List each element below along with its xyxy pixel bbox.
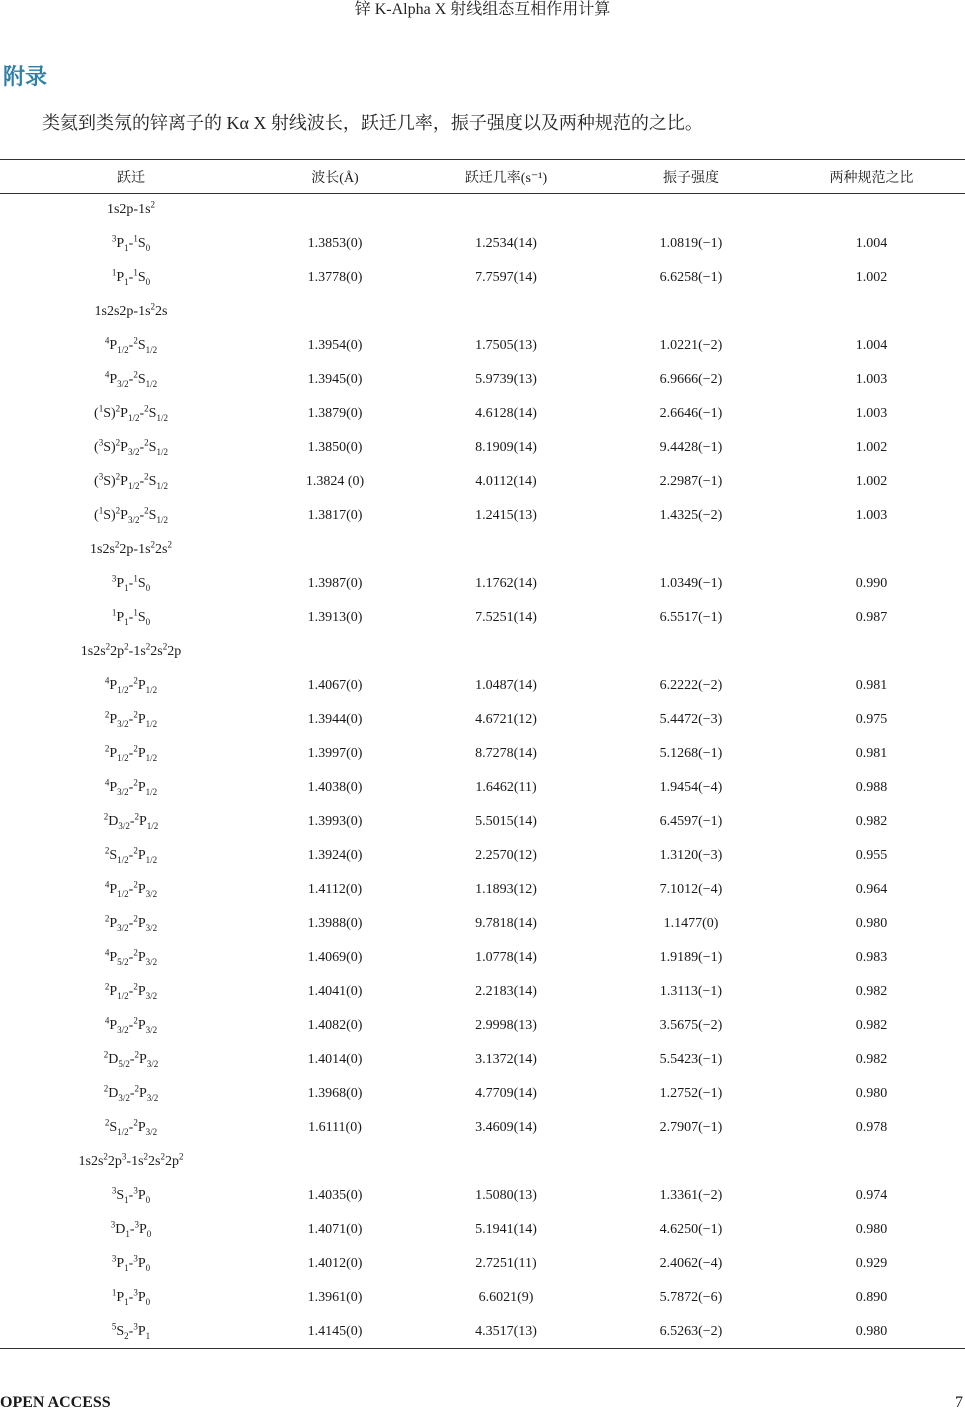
header-ratio: 两种规范之比: [829, 170, 914, 186]
cell-ratio: 0.982: [855, 1018, 888, 1033]
table-row: [0, 431, 965, 465]
cell-ratio: 0.890: [855, 1290, 888, 1305]
cell-ratio: 0.980: [855, 1086, 888, 1101]
cell-wavelength: 1.4038(0): [307, 780, 363, 795]
cell-oscillator: 2.4062(−4): [659, 1256, 723, 1271]
table-row: [0, 805, 965, 839]
table-row: [0, 703, 965, 737]
cell-rate: 8.1909(14): [475, 440, 537, 455]
cell-oscillator: 1.3120(−3): [659, 848, 723, 863]
cell-wavelength: 1.3988(0): [307, 916, 363, 931]
cell-rate: 1.5080(13): [475, 1188, 537, 1203]
table-row: [0, 261, 965, 295]
cell-rate: 9.7818(14): [475, 916, 537, 931]
table-group-row: [0, 533, 965, 567]
cell-wavelength: 1.4071(0): [307, 1222, 363, 1237]
cell-oscillator: 9.4428(−1): [659, 440, 723, 455]
cell-rate: 1.2415(13): [475, 508, 537, 523]
cell-rate: 4.6721(12): [475, 712, 537, 727]
cell-oscillator: 7.1012(−4): [659, 882, 723, 897]
cell-rate: 1.7505(13): [475, 338, 537, 353]
table-group-row: [0, 193, 965, 227]
cell-wavelength: [262, 193, 408, 227]
page-number: 7: [955, 1394, 963, 1411]
cell-oscillator: [604, 1145, 778, 1179]
cell-transition: $1s2s^22p^2-1s^22s^22p$: [80, 641, 182, 659]
cell-oscillator: 1.0819(−1): [659, 236, 723, 251]
cell-wavelength: 1.4014(0): [307, 1052, 363, 1067]
cell-ratio: [778, 193, 965, 227]
cell-oscillator: 1.4325(−2): [659, 508, 723, 523]
table-row: [0, 329, 965, 363]
table-header-row: [0, 160, 965, 193]
table-row: [0, 873, 965, 907]
cell-ratio: 0.975: [855, 712, 888, 727]
table-row: [0, 1315, 965, 1349]
cell-wavelength: 1.3987(0): [307, 576, 363, 591]
cell-ratio: 0.929: [855, 1256, 888, 1271]
cell-ratio: 0.974: [855, 1188, 888, 1203]
cell-transition: $^2P_{1/2}-^2P_{3/2}$: [104, 981, 158, 1001]
cell-ratio: 1.004: [855, 236, 888, 251]
cell-rate: [408, 295, 604, 329]
appendix-title: 附录: [3, 65, 48, 90]
cell-wavelength: 1.3961(0): [307, 1290, 363, 1305]
table-row: [0, 465, 965, 499]
cell-transition: $^2D_{3/2}-^2P_{3/2}$: [103, 1083, 159, 1103]
table-row: [0, 975, 965, 1009]
cell-transition: $^2D_{3/2}-^2P_{1/2}$: [103, 811, 159, 831]
cell-oscillator: 3.5675(−2): [659, 1018, 723, 1033]
cell-oscillator: 6.4597(−1): [659, 814, 723, 829]
cell-transition: $^3P_1-^3P_0$: [111, 1253, 151, 1273]
cell-ratio: 0.987: [855, 610, 888, 625]
cell-transition: $1s2s^22p-1s^22s^2$: [90, 539, 172, 557]
cell-wavelength: 1.6111(0): [308, 1120, 362, 1135]
cell-oscillator: 5.5423(−1): [659, 1052, 723, 1067]
cell-transition: $^3P_1-^1S_0$: [111, 233, 151, 253]
cell-rate: 8.7278(14): [475, 746, 537, 761]
cell-ratio: 0.988: [855, 780, 888, 795]
header-rate: 跃迁几率(s⁻¹): [464, 170, 548, 186]
cell-transition: $^3D_1-^3P_0$: [110, 1219, 152, 1239]
cell-rate: 2.9998(13): [475, 1018, 537, 1033]
cell-oscillator: [604, 635, 778, 669]
cell-transition: $^2P_{3/2}-^2P_{1/2}$: [104, 709, 158, 729]
cell-rate: 2.2570(12): [475, 848, 537, 863]
cell-transition: $^4P_{3/2}-^2P_{1/2}$: [104, 777, 158, 797]
cell-transition: $^3S_1-^3P_0$: [111, 1185, 151, 1205]
cell-wavelength: 1.3954(0): [307, 338, 363, 353]
cell-transition: $^1P_1-^1S_0$: [111, 267, 151, 287]
table-row: [0, 1043, 965, 1077]
cell-transition: $(^3S)^2P_{3/2}-^2S_{1/2}$: [94, 437, 168, 457]
table-row: [0, 567, 965, 601]
cell-rate: [408, 635, 604, 669]
cell-ratio: 0.982: [855, 984, 888, 999]
table-body: [0, 193, 965, 1349]
cell-transition: $^4P_{5/2}-^2P_{3/2}$: [104, 947, 158, 967]
cell-wavelength: 1.4041(0): [307, 984, 363, 999]
cell-wavelength: 1.3817(0): [307, 508, 363, 523]
cell-transition: $^4P_{1/2}-^2S_{1/2}$: [104, 335, 158, 355]
cell-oscillator: 4.6250(−1): [659, 1222, 723, 1237]
cell-oscillator: 1.0221(−2): [659, 338, 723, 353]
cell-oscillator: 1.1477(0): [663, 916, 719, 931]
cell-transition: $^4P_{1/2}-^2P_{3/2}$: [104, 879, 158, 899]
cell-wavelength: 1.3850(0): [307, 440, 363, 455]
footer-journal: OPEN ACCESS: [0, 1394, 111, 1411]
cell-oscillator: 2.7907(−1): [659, 1120, 723, 1135]
cell-wavelength: 1.3879(0): [307, 406, 363, 421]
table-row: [0, 839, 965, 873]
cell-rate: 2.2183(14): [475, 984, 537, 999]
table-row: [0, 363, 965, 397]
cell-rate: 7.7597(14): [475, 270, 537, 285]
table-row: [0, 1213, 965, 1247]
cell-transition: $1s2s^22p^3-1s^22s^22p^2$: [78, 1151, 184, 1169]
cell-oscillator: 5.1268(−1): [659, 746, 723, 761]
cell-ratio: 1.002: [855, 440, 888, 455]
cell-rate: 5.1941(14): [475, 1222, 537, 1237]
cell-rate: 7.5251(14): [475, 610, 537, 625]
cell-ratio: 1.003: [855, 508, 888, 523]
table-row: [0, 941, 965, 975]
table-row: [0, 1009, 965, 1043]
table-row: [0, 669, 965, 703]
cell-wavelength: 1.4067(0): [307, 678, 363, 693]
cell-rate: 3.1372(14): [475, 1052, 537, 1067]
header-wavelength: 波长(Å): [311, 170, 359, 186]
cell-transition: $^2P_{1/2}-^2P_{1/2}$: [104, 743, 158, 763]
cell-transition: $^1P_1-^1S_0$: [111, 607, 151, 627]
cell-transition: $^5S_2-^3P_1$: [111, 1321, 151, 1341]
cell-rate: 1.2534(14): [475, 236, 537, 251]
cell-rate: 1.6462(11): [475, 780, 537, 795]
cell-ratio: 0.980: [855, 916, 888, 931]
cell-oscillator: [604, 295, 778, 329]
cell-wavelength: [262, 533, 408, 567]
cell-transition: $^2S_{1/2}-^2P_{1/2}$: [104, 845, 158, 865]
cell-rate: [408, 533, 604, 567]
cell-transition: $^1P_1-^3P_0$: [111, 1287, 151, 1307]
header-oscillator: 振子强度: [663, 170, 719, 186]
table-group-row: [0, 635, 965, 669]
cell-rate: 1.0487(14): [475, 678, 537, 693]
cell-rate: 1.0778(14): [475, 950, 537, 965]
cell-rate: 1.1893(12): [475, 882, 537, 897]
table-row: [0, 737, 965, 771]
cell-ratio: 1.002: [855, 474, 888, 489]
cell-rate: 2.7251(11): [475, 1256, 537, 1271]
cell-transition: $(^1S)^2P_{1/2}-^2S_{1/2}$: [94, 403, 168, 423]
cell-oscillator: 1.2752(−1): [659, 1086, 723, 1101]
cell-ratio: [778, 533, 965, 567]
table-row: [0, 601, 965, 635]
cell-oscillator: 2.2987(−1): [659, 474, 723, 489]
table-row: [0, 397, 965, 431]
cell-rate: 3.4609(14): [475, 1120, 537, 1135]
cell-ratio: [778, 295, 965, 329]
cell-wavelength: 1.3997(0): [307, 746, 363, 761]
cell-wavelength: 1.4145(0): [307, 1324, 363, 1339]
cell-rate: [408, 1145, 604, 1179]
cell-ratio: 0.980: [855, 1222, 888, 1237]
table-group-row: [0, 1145, 965, 1179]
cell-ratio: 1.002: [855, 270, 888, 285]
cell-ratio: 0.980: [855, 1324, 888, 1339]
cell-wavelength: 1.4012(0): [307, 1256, 363, 1271]
header-transition: 跃迁: [117, 170, 145, 186]
table-row: [0, 499, 965, 533]
cell-ratio: 0.964: [855, 882, 888, 897]
cell-oscillator: 1.9454(−4): [659, 780, 723, 795]
table-caption: 类氦到类氖的锌离子的 Kα X 射线波长，跃迁几率，振子强度以及两种规范的之比。: [42, 113, 703, 133]
cell-wavelength: 1.3924(0): [307, 848, 363, 863]
cell-ratio: 0.978: [855, 1120, 888, 1135]
cell-rate: [408, 193, 604, 227]
cell-wavelength: [262, 635, 408, 669]
cell-transition: $^2P_{3/2}-^2P_{3/2}$: [104, 913, 158, 933]
cell-transition: $^4P_{3/2}-^2S_{1/2}$: [104, 369, 158, 389]
cell-wavelength: [262, 1145, 408, 1179]
cell-transition: $1s2s2p-1s^22s$: [94, 301, 168, 319]
cell-ratio: 1.003: [855, 372, 888, 387]
table-group-row: [0, 295, 965, 329]
cell-oscillator: 6.9666(−2): [659, 372, 723, 387]
cell-transition: $1s2p-1s^2$: [106, 199, 156, 217]
cell-ratio: [778, 1145, 965, 1179]
cell-wavelength: 1.4082(0): [307, 1018, 363, 1033]
cell-wavelength: 1.3913(0): [307, 610, 363, 625]
cell-rate: 4.0112(14): [475, 474, 537, 489]
table-row: [0, 1111, 965, 1145]
cell-wavelength: [262, 295, 408, 329]
cell-rate: 4.7709(14): [475, 1086, 537, 1101]
cell-rate: 1.1762(14): [475, 576, 537, 591]
cell-oscillator: 6.5517(−1): [659, 610, 723, 625]
cell-transition: $^2S_{1/2}-^2P_{3/2}$: [104, 1117, 158, 1137]
cell-oscillator: 5.4472(−3): [659, 712, 723, 727]
cell-wavelength: 1.4035(0): [307, 1188, 363, 1203]
cell-oscillator: 5.7872(−6): [659, 1290, 723, 1305]
running-title: 锌 K-Alpha X 射线组态互相作用计算: [354, 1, 611, 18]
cell-oscillator: 1.9189(−1): [659, 950, 723, 965]
cell-rate: 4.6128(14): [475, 406, 537, 421]
cell-oscillator: 1.3113(−1): [659, 984, 723, 999]
cell-wavelength: 1.3993(0): [307, 814, 363, 829]
cell-ratio: [778, 635, 965, 669]
cell-ratio: 0.981: [855, 746, 888, 761]
cell-oscillator: [604, 533, 778, 567]
cell-transition: $^2D_{5/2}-^2P_{3/2}$: [103, 1049, 159, 1069]
cell-rate: 5.9739(13): [475, 372, 537, 387]
cell-oscillator: 1.0349(−1): [659, 576, 723, 591]
cell-wavelength: 1.3945(0): [307, 372, 363, 387]
cell-wavelength: 1.3944(0): [307, 712, 363, 727]
cell-transition: $(^3S)^2P_{1/2}-^2S_{1/2}$: [94, 471, 168, 491]
cell-oscillator: 6.6258(−1): [659, 270, 723, 285]
cell-ratio: 0.982: [855, 814, 888, 829]
table-row: [0, 1179, 965, 1213]
cell-rate: 5.5015(14): [475, 814, 537, 829]
table-row: [0, 1281, 965, 1315]
cell-ratio: 0.981: [855, 678, 888, 693]
cell-wavelength: 1.4069(0): [307, 950, 363, 965]
cell-oscillator: 1.3361(−2): [659, 1188, 723, 1203]
cell-transition: $^4P_{1/2}-^2P_{1/2}$: [104, 675, 158, 695]
cell-ratio: 0.983: [855, 950, 888, 965]
cell-ratio: 1.004: [855, 338, 888, 353]
cell-wavelength: 1.3778(0): [307, 270, 363, 285]
cell-wavelength: 1.3853(0): [307, 236, 363, 251]
cell-oscillator: 2.6646(−1): [659, 406, 723, 421]
table-row: [0, 1077, 965, 1111]
table-row: [0, 907, 965, 941]
cell-transition: $^4P_{3/2}-^2P_{3/2}$: [104, 1015, 158, 1035]
cell-ratio: 0.955: [855, 848, 888, 863]
table-row: [0, 771, 965, 805]
cell-wavelength: 1.4112(0): [307, 882, 363, 897]
table-row: [0, 1247, 965, 1281]
cell-wavelength: 1.3824 (0): [305, 474, 365, 489]
cell-oscillator: 6.2222(−2): [659, 678, 723, 693]
cell-wavelength: 1.3968(0): [307, 1086, 363, 1101]
cell-transition: $(^1S)^2P_{3/2}-^2S_{1/2}$: [94, 505, 168, 525]
cell-transition: $^3P_1-^1S_0$: [111, 573, 151, 593]
cell-rate: 4.3517(13): [475, 1324, 537, 1339]
cell-ratio: 0.990: [855, 576, 888, 591]
data-table: [0, 160, 965, 1349]
cell-rate: 6.6021(9): [478, 1290, 534, 1305]
cell-oscillator: [604, 193, 778, 227]
cell-oscillator: 6.5263(−2): [659, 1324, 723, 1339]
table-row: [0, 227, 965, 261]
cell-ratio: 0.982: [855, 1052, 888, 1067]
cell-ratio: 1.003: [855, 406, 888, 421]
